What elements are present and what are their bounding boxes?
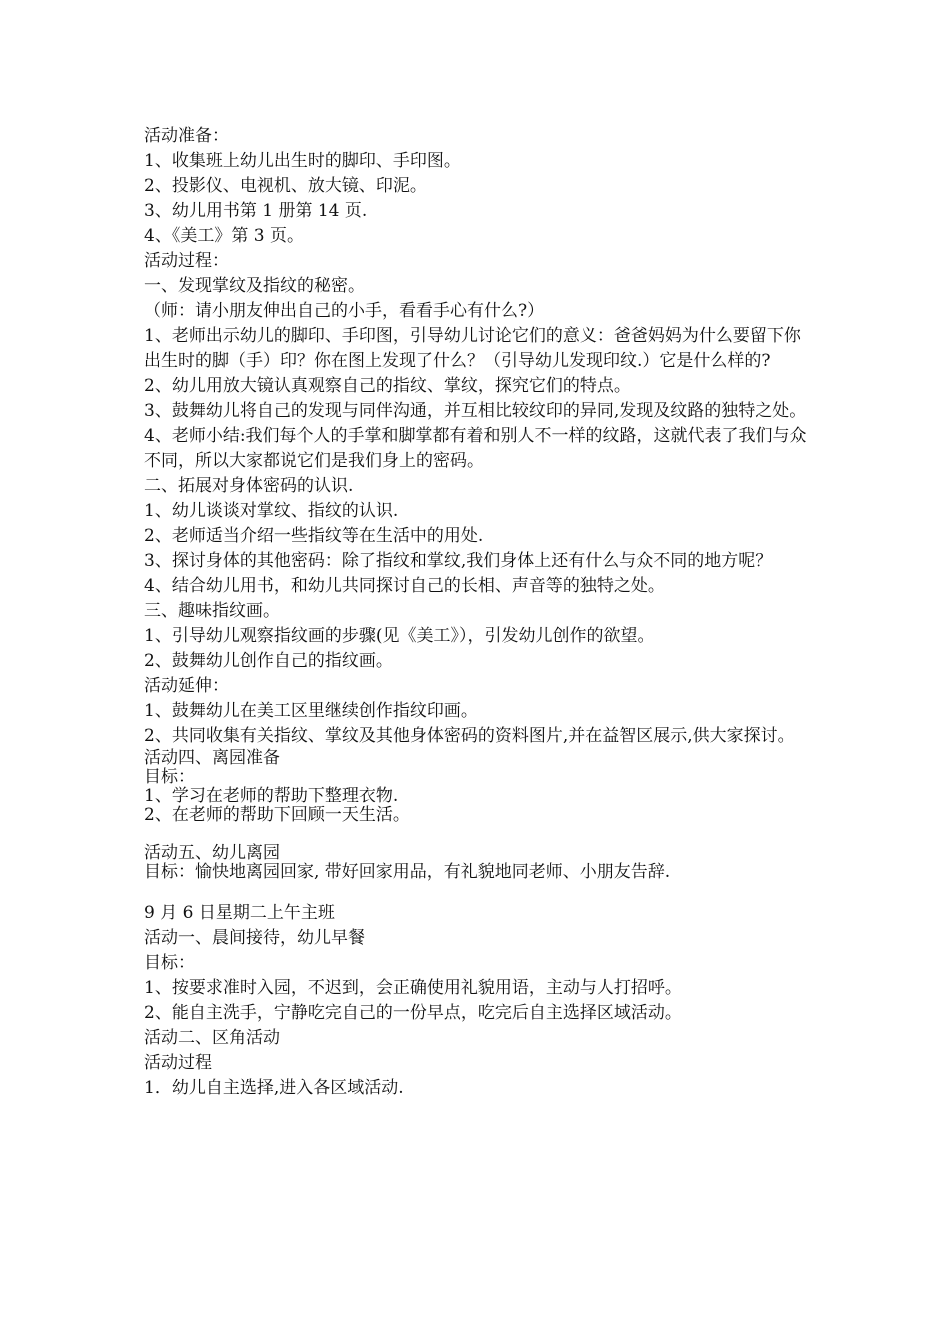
text-line: 1、按要求准时入园，不迟到，会正确使用礼貌用语，主动与人打招呼。 (144, 978, 682, 998)
departure-section (144, 844, 814, 882)
text-line: 1、幼儿谈谈对掌纹、指纹的认识. (144, 501, 399, 521)
text-line: 活动过程： (144, 251, 229, 271)
text-line: 4、《美工》第 3 页。 (144, 226, 304, 246)
document-body (144, 124, 814, 1101)
text-line: 4、结合幼儿用书，和幼儿共同探讨自己的长相、声音等的独特之处。 (144, 576, 665, 596)
text-line: 二、拓展对身体密码的认识. (144, 476, 354, 496)
text-line: 1、收集班上幼儿出生时的脚印、手印图。 (144, 151, 461, 171)
text-line: 活动五、幼儿离园 (144, 843, 280, 863)
text-line: 1、引导幼儿观察指纹画的步骤(见《美工》），引发幼儿创作的欲望。 (144, 626, 655, 646)
departure-prep-section (144, 749, 814, 825)
text-line: 2、在老师的帮助下回顾一天生活。 (144, 805, 410, 825)
text-line: 3、探讨身体的其他密码：除了指纹和掌纹,我们身体上还有什么与众不同的地方呢？ (144, 551, 773, 571)
text-line: 目标： (144, 953, 195, 973)
text-line: 活动延伸： (144, 676, 229, 696)
text-line: 活动过程 (144, 1053, 212, 1073)
text-line: 2、投影仪、电视机、放大镜、印泥。 (144, 176, 427, 196)
text-line: 2、鼓舞幼儿创作自己的指纹画。 (144, 651, 393, 671)
text-line: 2、共同收集有关指纹、掌纹及其他身体密码的资料图片,并在益智区展示,供大家探讨。 (144, 726, 795, 746)
text-line: （师：请小朋友伸出自己的小手，看看手心有什么?） (144, 301, 545, 321)
tuesday-section (144, 901, 814, 1101)
text-line: 9 月 6 日星期二上午主班 (144, 903, 335, 923)
text-line: 3、鼓舞幼儿将自己的发现与同伴沟通，并互相比较纹印的异同,发现及纹路的独特之处。 (144, 401, 807, 421)
text-line: 目标： (144, 767, 195, 787)
text-line: 活动二、区角活动 (144, 1028, 280, 1048)
text-line: 一、发现掌纹及指纹的秘密。 (144, 276, 365, 296)
text-line: 活动四、离园准备 (144, 748, 280, 768)
blank-line (144, 825, 814, 844)
text-line: 1、鼓舞幼儿在美工区里继续创作指纹印画。 (144, 701, 478, 721)
text-line: 4、老师小结:我们每个人的手掌和脚掌都有着和别人不一样的纹路，这就代表了我们与众不同，所以大家都说它们是我们身上的密码。 (144, 426, 807, 471)
text-line: 1、学习在老师的帮助下整理衣物. (144, 786, 399, 806)
text-line: 三、趣味指纹画。 (144, 601, 280, 621)
text-line: 2、幼儿用放大镜认真观察自己的指纹、掌纹，探究它们的特点。 (144, 376, 631, 396)
text-line: 2、能自主洗手，宁静吃完自己的一份早点，吃完后自主选择区域活动。 (144, 1003, 682, 1023)
text-line: 2、老师适当介绍一些指纹等在生活中的用处. (144, 526, 484, 546)
text-line: 3、幼儿用书第 1 册第 14 页. (144, 201, 368, 221)
activity-section (144, 124, 814, 749)
text-line: 活动准备： (144, 126, 229, 146)
blank-line (144, 882, 814, 901)
text-line: 目标：愉快地离园回家, 带好回家用品，有礼貌地同老师、小朋友告辞. (144, 862, 671, 882)
text-line: 活动一、晨间接待，幼儿早餐 (144, 928, 365, 948)
text-line: 1、老师出示幼儿的脚印、手印图，引导幼儿讨论它们的意义：爸爸妈妈为什么要留下你出生时的脚（手）印？你在图上发现了什么？（引导幼儿发现印纹.）它是什么样的? (144, 326, 801, 371)
text-line: 1．幼儿自主选择,进入各区域活动. (144, 1078, 404, 1098)
